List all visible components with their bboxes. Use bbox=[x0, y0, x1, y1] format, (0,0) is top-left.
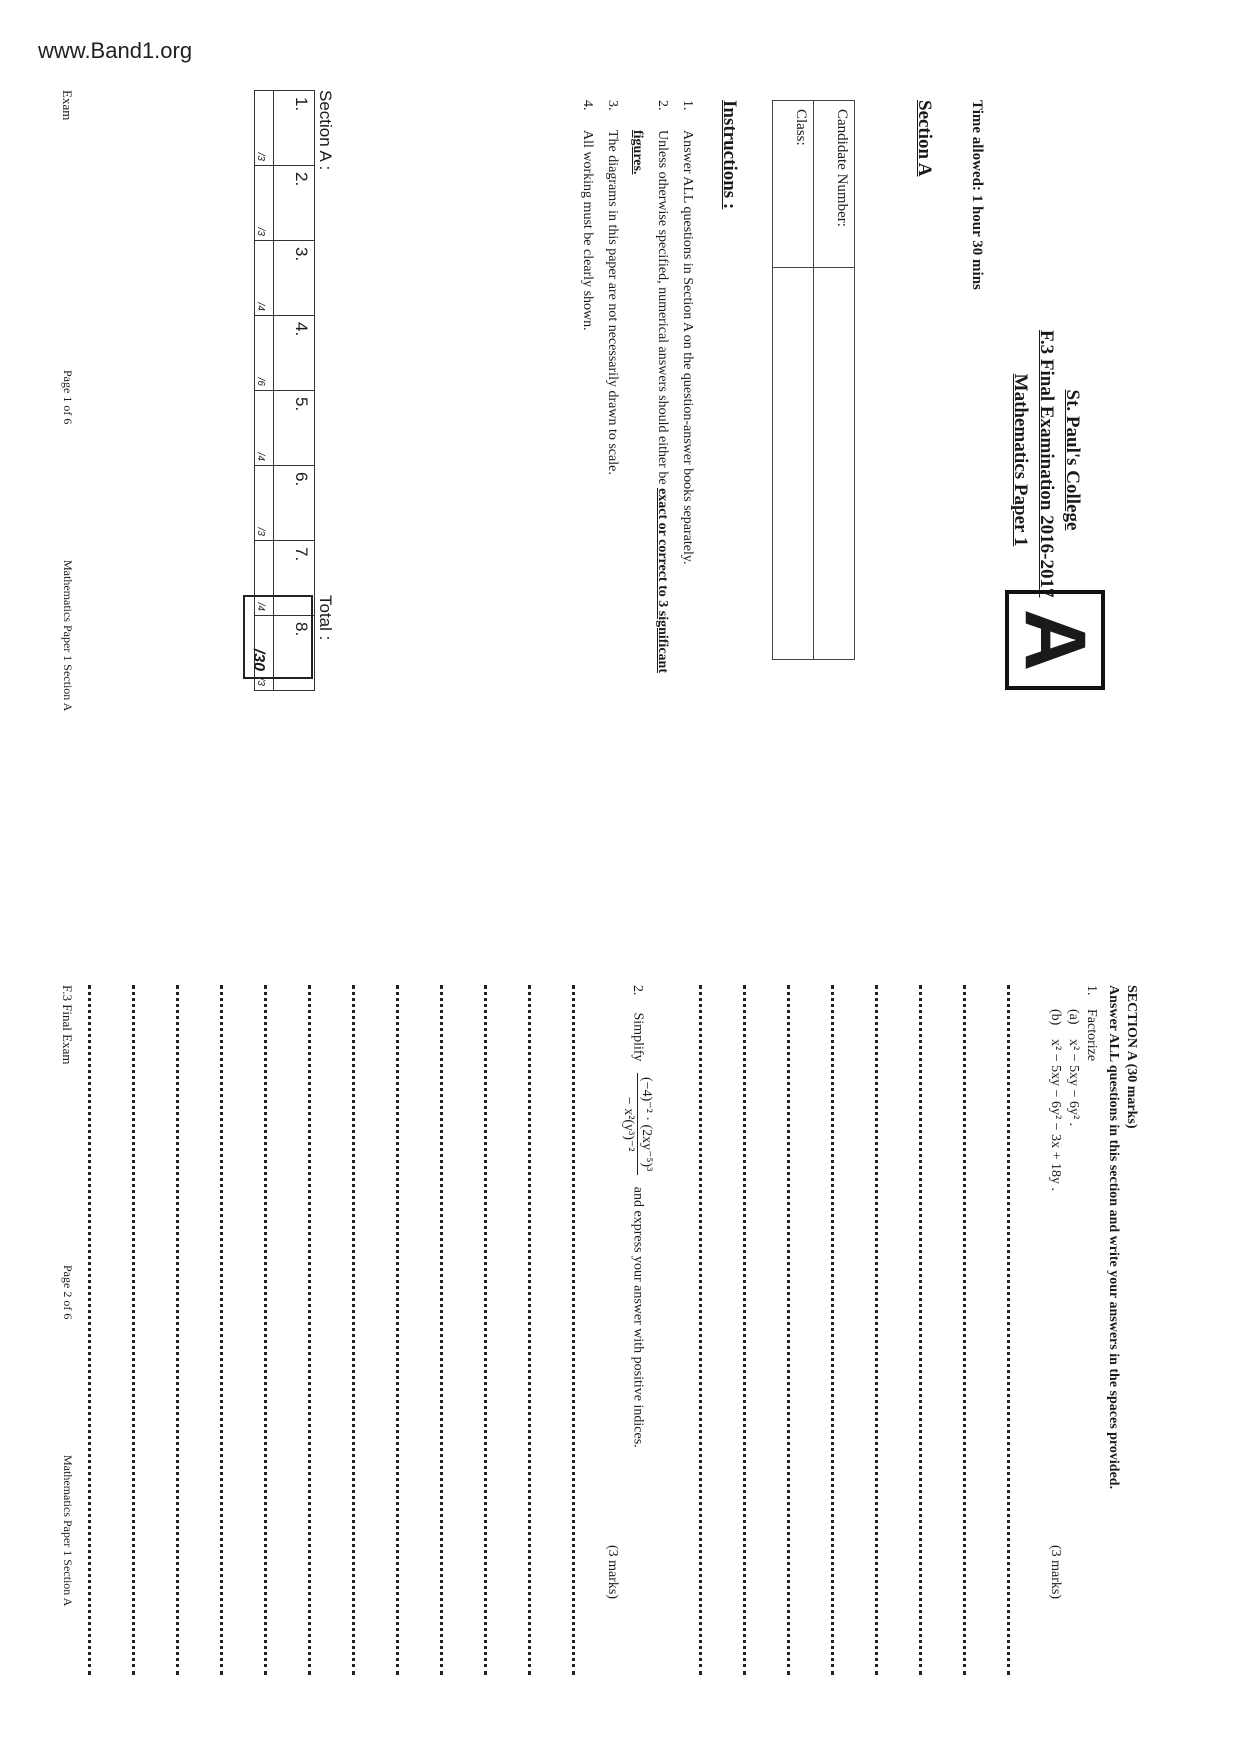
footer-right: Mathematics Paper 1 Section A bbox=[61, 1455, 75, 1607]
instruction-number: 4. bbox=[580, 100, 595, 111]
score-question-cell[interactable]: 1. bbox=[274, 91, 315, 166]
instruction-emphasis: exact or correct to 3 significant figures. bbox=[630, 130, 670, 673]
answer-line[interactable] bbox=[919, 985, 922, 1675]
instruction-number: 1. bbox=[680, 100, 695, 111]
marks-label: (3 marks) bbox=[605, 1545, 620, 1600]
question-text-post: and express your answer with positive indices. bbox=[630, 1186, 646, 1448]
footer-right: Mathematics Paper 1 Section A bbox=[61, 560, 75, 712]
answer-line[interactable] bbox=[176, 985, 179, 1675]
answer-line[interactable] bbox=[831, 985, 834, 1675]
answer-line[interactable] bbox=[88, 985, 91, 1675]
answer-line[interactable] bbox=[743, 985, 746, 1675]
class-field[interactable] bbox=[773, 268, 814, 660]
instruction-text: The diagrams in this paper are not necessarily drawn to scale. bbox=[605, 130, 620, 475]
total-box[interactable]: /30 bbox=[243, 595, 313, 679]
fraction bbox=[620, 1073, 655, 1175]
score-question-cell[interactable]: 4. bbox=[274, 316, 315, 391]
score-marks-cell: /6 bbox=[255, 316, 274, 391]
footer-page-number: Page 2 of 6 bbox=[61, 1265, 75, 1320]
score-question-cell[interactable]: 8. bbox=[274, 616, 315, 691]
instruction-number: 3. bbox=[605, 100, 620, 111]
instruction-item bbox=[625, 100, 675, 720]
instruction-number: 2. bbox=[655, 100, 670, 111]
answer-line[interactable] bbox=[308, 985, 311, 1675]
part-label: (b) bbox=[1048, 1009, 1063, 1026]
answer-line[interactable] bbox=[963, 985, 966, 1675]
footer-page-number: Page 1 of 6 bbox=[61, 370, 75, 425]
section-header bbox=[1104, 985, 1140, 1489]
section-letter-box: A bbox=[1005, 590, 1105, 690]
answer-line[interactable] bbox=[264, 985, 267, 1675]
score-marks-cell: /4 bbox=[255, 391, 274, 466]
exam-question-page bbox=[45, 985, 1185, 1705]
candidate-number-label: Candidate Number: bbox=[814, 101, 855, 268]
instruction-item bbox=[675, 100, 700, 720]
score-question-cell[interactable]: 7. bbox=[274, 541, 315, 616]
answer-line[interactable] bbox=[440, 985, 443, 1675]
watermark: www.Band1.org bbox=[38, 38, 193, 63]
part-label: (a) bbox=[1066, 1009, 1081, 1025]
footer-left: F.3 Final Exam bbox=[60, 985, 75, 1065]
instructions-heading: Instructions : bbox=[719, 100, 740, 210]
answer-line[interactable] bbox=[875, 985, 878, 1675]
marks-label: (3 marks) bbox=[1048, 1545, 1063, 1600]
answer-line[interactable] bbox=[132, 985, 135, 1675]
question-number: 2. bbox=[630, 985, 646, 996]
exam-title: F.3 Final Examination 2016-2017 bbox=[1036, 330, 1057, 598]
candidate-number-field[interactable] bbox=[814, 268, 855, 660]
section-heading: SECTION A (30 marks) bbox=[1124, 985, 1139, 1129]
score-marks-cell: /3 bbox=[255, 166, 274, 241]
title-block bbox=[1007, 330, 1085, 598]
instruction-item bbox=[575, 100, 600, 720]
answer-line[interactable] bbox=[572, 985, 575, 1675]
instruction-text: Answer ALL questions in Section A on the question-answer books separately. bbox=[680, 130, 695, 565]
college-name: St. Paul's College bbox=[1062, 389, 1083, 531]
question-2 bbox=[620, 985, 655, 1448]
answer-line[interactable] bbox=[220, 985, 223, 1675]
section-subheading: Answer ALL questions in this section and write your answers in the spaces provided. bbox=[1106, 985, 1121, 1490]
instruction-item bbox=[600, 100, 625, 720]
class-label: Class: bbox=[773, 101, 814, 268]
score-question-cell[interactable]: 3. bbox=[274, 241, 315, 316]
answer-line[interactable] bbox=[699, 985, 702, 1675]
exam-cover-page bbox=[45, 90, 1185, 820]
score-question-cell[interactable]: 6. bbox=[274, 466, 315, 541]
answer-line[interactable] bbox=[1007, 985, 1010, 1675]
score-marks-cell: /3 bbox=[255, 466, 274, 541]
answer-line[interactable] bbox=[528, 985, 531, 1675]
question-1 bbox=[1046, 985, 1100, 1600]
footer-left: Exam bbox=[60, 90, 75, 121]
fraction-numerator: (−4)⁻² · (2xy⁻⁵)³ bbox=[637, 1073, 655, 1175]
instruction-text: All working must be clearly shown. bbox=[580, 130, 595, 331]
answer-line[interactable] bbox=[484, 985, 487, 1675]
paper-title: Mathematics Paper 1 bbox=[1010, 373, 1031, 547]
instruction-text-main: Unless otherwise specified, numerical answers should either be bbox=[655, 130, 670, 489]
score-marks-cell: /3 bbox=[255, 616, 274, 691]
instruction-text bbox=[625, 130, 675, 720]
part-a-expression: x² − 5xy − 6y² . bbox=[1066, 1039, 1081, 1127]
score-table-label: Section A : bbox=[316, 90, 335, 171]
time-allowed: Time allowed: 1 hour 30 mins bbox=[969, 100, 985, 290]
question-text-pre: Simplify bbox=[630, 1012, 646, 1062]
score-question-cell[interactable]: 5. bbox=[274, 391, 315, 466]
question-text: Factorize bbox=[1084, 1009, 1099, 1062]
answer-line[interactable] bbox=[396, 985, 399, 1675]
answer-line[interactable] bbox=[352, 985, 355, 1675]
score-question-cell[interactable]: 2. bbox=[274, 166, 315, 241]
total-label: Total : bbox=[316, 595, 335, 641]
instructions-list bbox=[575, 100, 700, 720]
answer-line[interactable] bbox=[787, 985, 790, 1675]
candidate-info-table bbox=[772, 100, 855, 660]
fraction-denominator: − x²(y³)⁻² bbox=[621, 1096, 636, 1152]
score-marks-cell: /3 bbox=[255, 91, 274, 166]
part-b-expression: x² − 5xy − 6y² − 3x + 18y . bbox=[1048, 1039, 1063, 1191]
score-marks-cell: /4 bbox=[255, 241, 274, 316]
question-number: 1. bbox=[1084, 985, 1099, 996]
section-heading: Section A bbox=[914, 100, 935, 177]
score-marks-cell: /4 bbox=[255, 541, 274, 616]
